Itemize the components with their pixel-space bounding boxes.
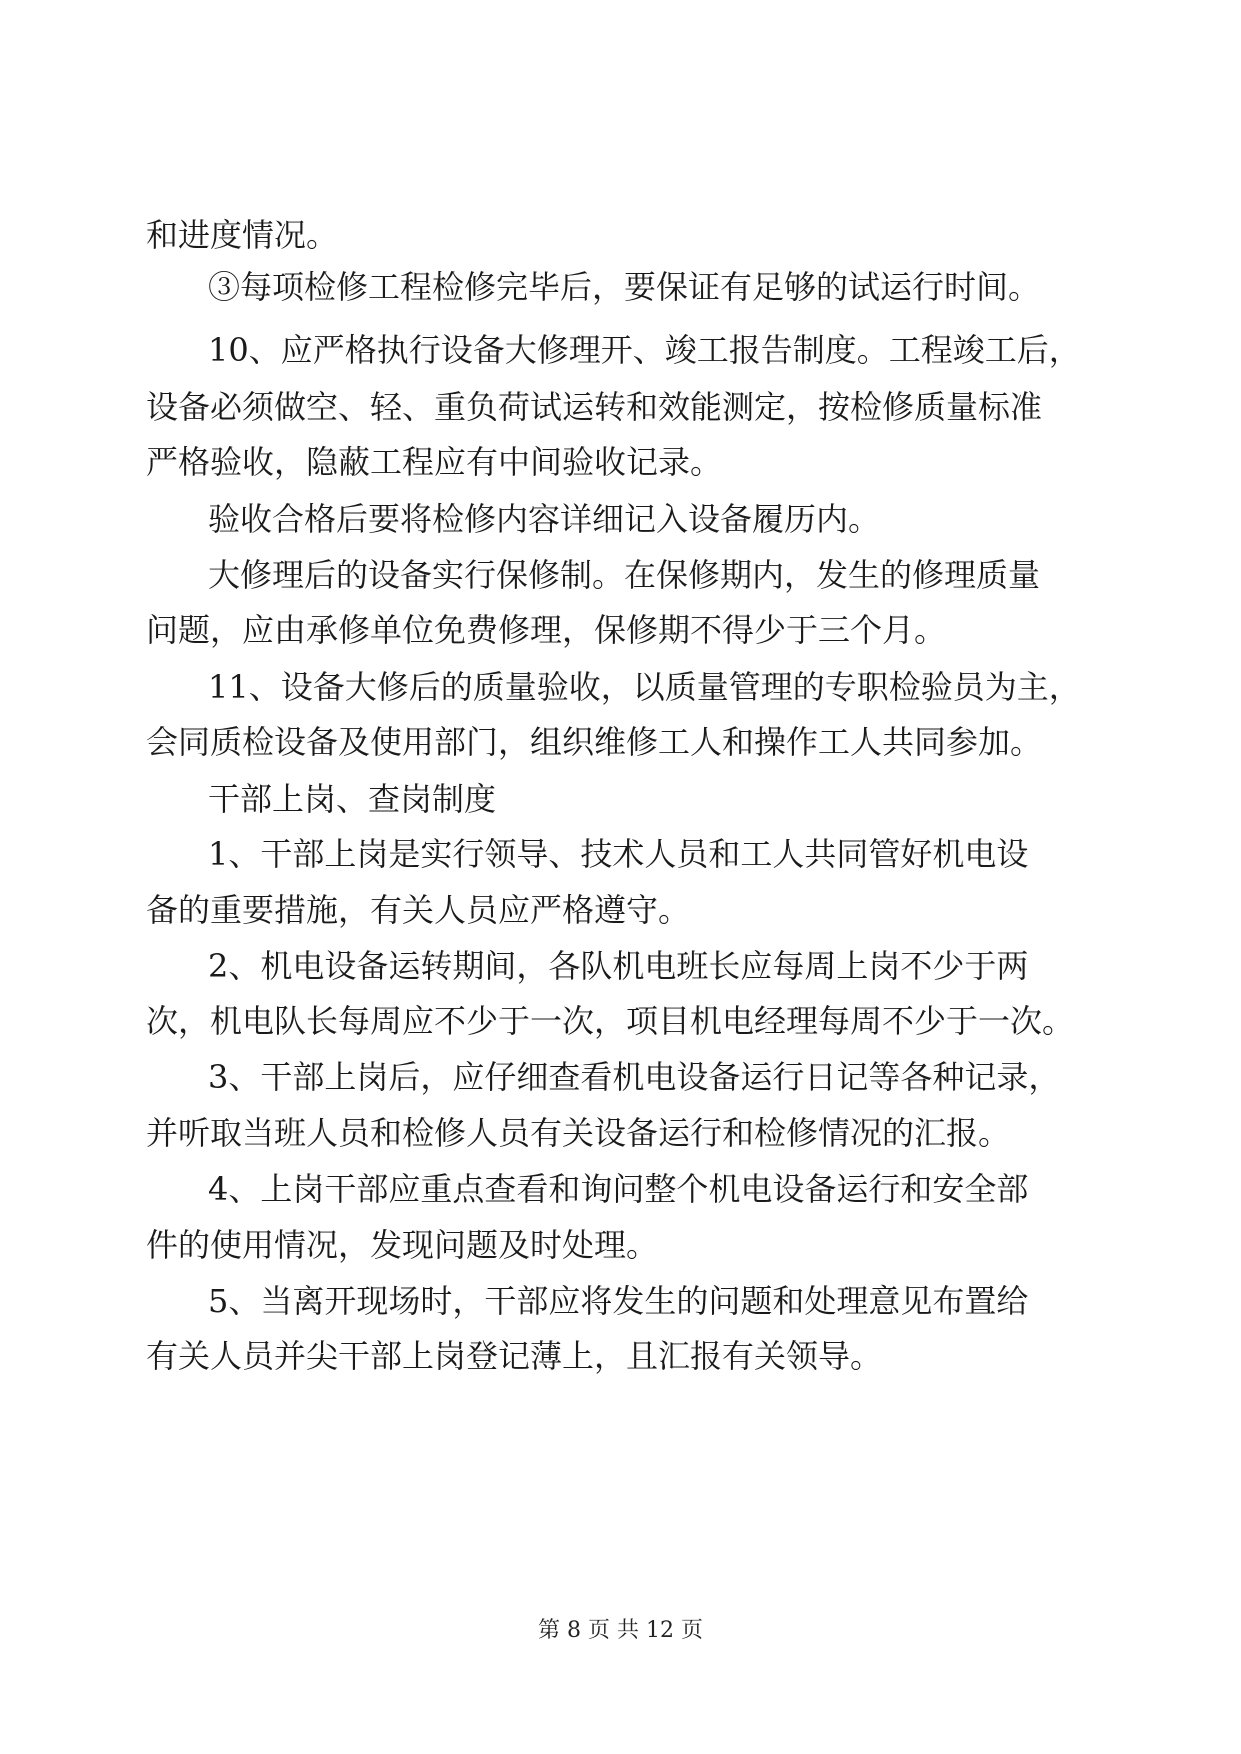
- text-line: 10、应严格执行设备大修理开、竣工报告制度。工程竣工后，: [208, 331, 1081, 369]
- text-line: 3、干部上岗后，应仔细查看机电设备运行日记等各种记录，: [208, 1058, 1061, 1096]
- text-line: 验收合格后要将检修内容详细记入设备履历内。: [208, 500, 881, 538]
- section-heading: 干部上岗、查岗制度: [208, 780, 497, 818]
- text-line: ③每项检修工程检修完毕后，要保证有足够的试运行时间。: [208, 268, 1041, 306]
- text-line: 问题，应由承修单位免费修理，保修期不得少于三个月。: [146, 611, 947, 649]
- text-line: 2、机电设备运转期间，各队机电班长应每周上岗不少于两: [208, 947, 1029, 985]
- text-line: 并听取当班人员和检修人员有关设备运行和检修情况的汇报。: [146, 1114, 1011, 1152]
- text-line: 有关人员并尖干部上岗登记薄上，且汇报有关领导。: [146, 1337, 883, 1375]
- text-line: 11、设备大修后的质量验收，以质量管理的专职检验员为主，: [208, 668, 1081, 706]
- text-line: 备的重要措施，有关人员应严格遵守。: [146, 891, 691, 929]
- text-line: 会同质检设备及使用部门，组织维修工人和操作工人共同参加。: [146, 723, 1043, 761]
- text-line: 1、干部上岗是实行领导、技术人员和工人共同管好机电设: [208, 835, 1029, 873]
- text-line: 5、当离开现场时，干部应将发生的问题和处理意见布置给: [208, 1282, 1029, 1320]
- text-line: 大修理后的设备实行保修制。在保修期内，发生的修理质量: [208, 556, 1041, 594]
- page-number-footer: 第 8 页 共 12 页: [538, 1618, 703, 1643]
- text-line: 设备必须做空、轻、重负荷试运转和效能测定，按检修质量标准: [146, 388, 1043, 426]
- text-line: 4、上岗干部应重点查看和询问整个机电设备运行和安全部: [208, 1170, 1029, 1208]
- text-line: 件的使用情况，发现问题及时处理。: [146, 1226, 659, 1264]
- text-line: 和进度情况。: [146, 216, 339, 254]
- text-line: 次，机电队长每周应不少于一次，项目机电经理每周不少于一次。: [146, 1002, 1075, 1040]
- text-line: 严格验收，隐蔽工程应有中间验收记录。: [146, 443, 723, 481]
